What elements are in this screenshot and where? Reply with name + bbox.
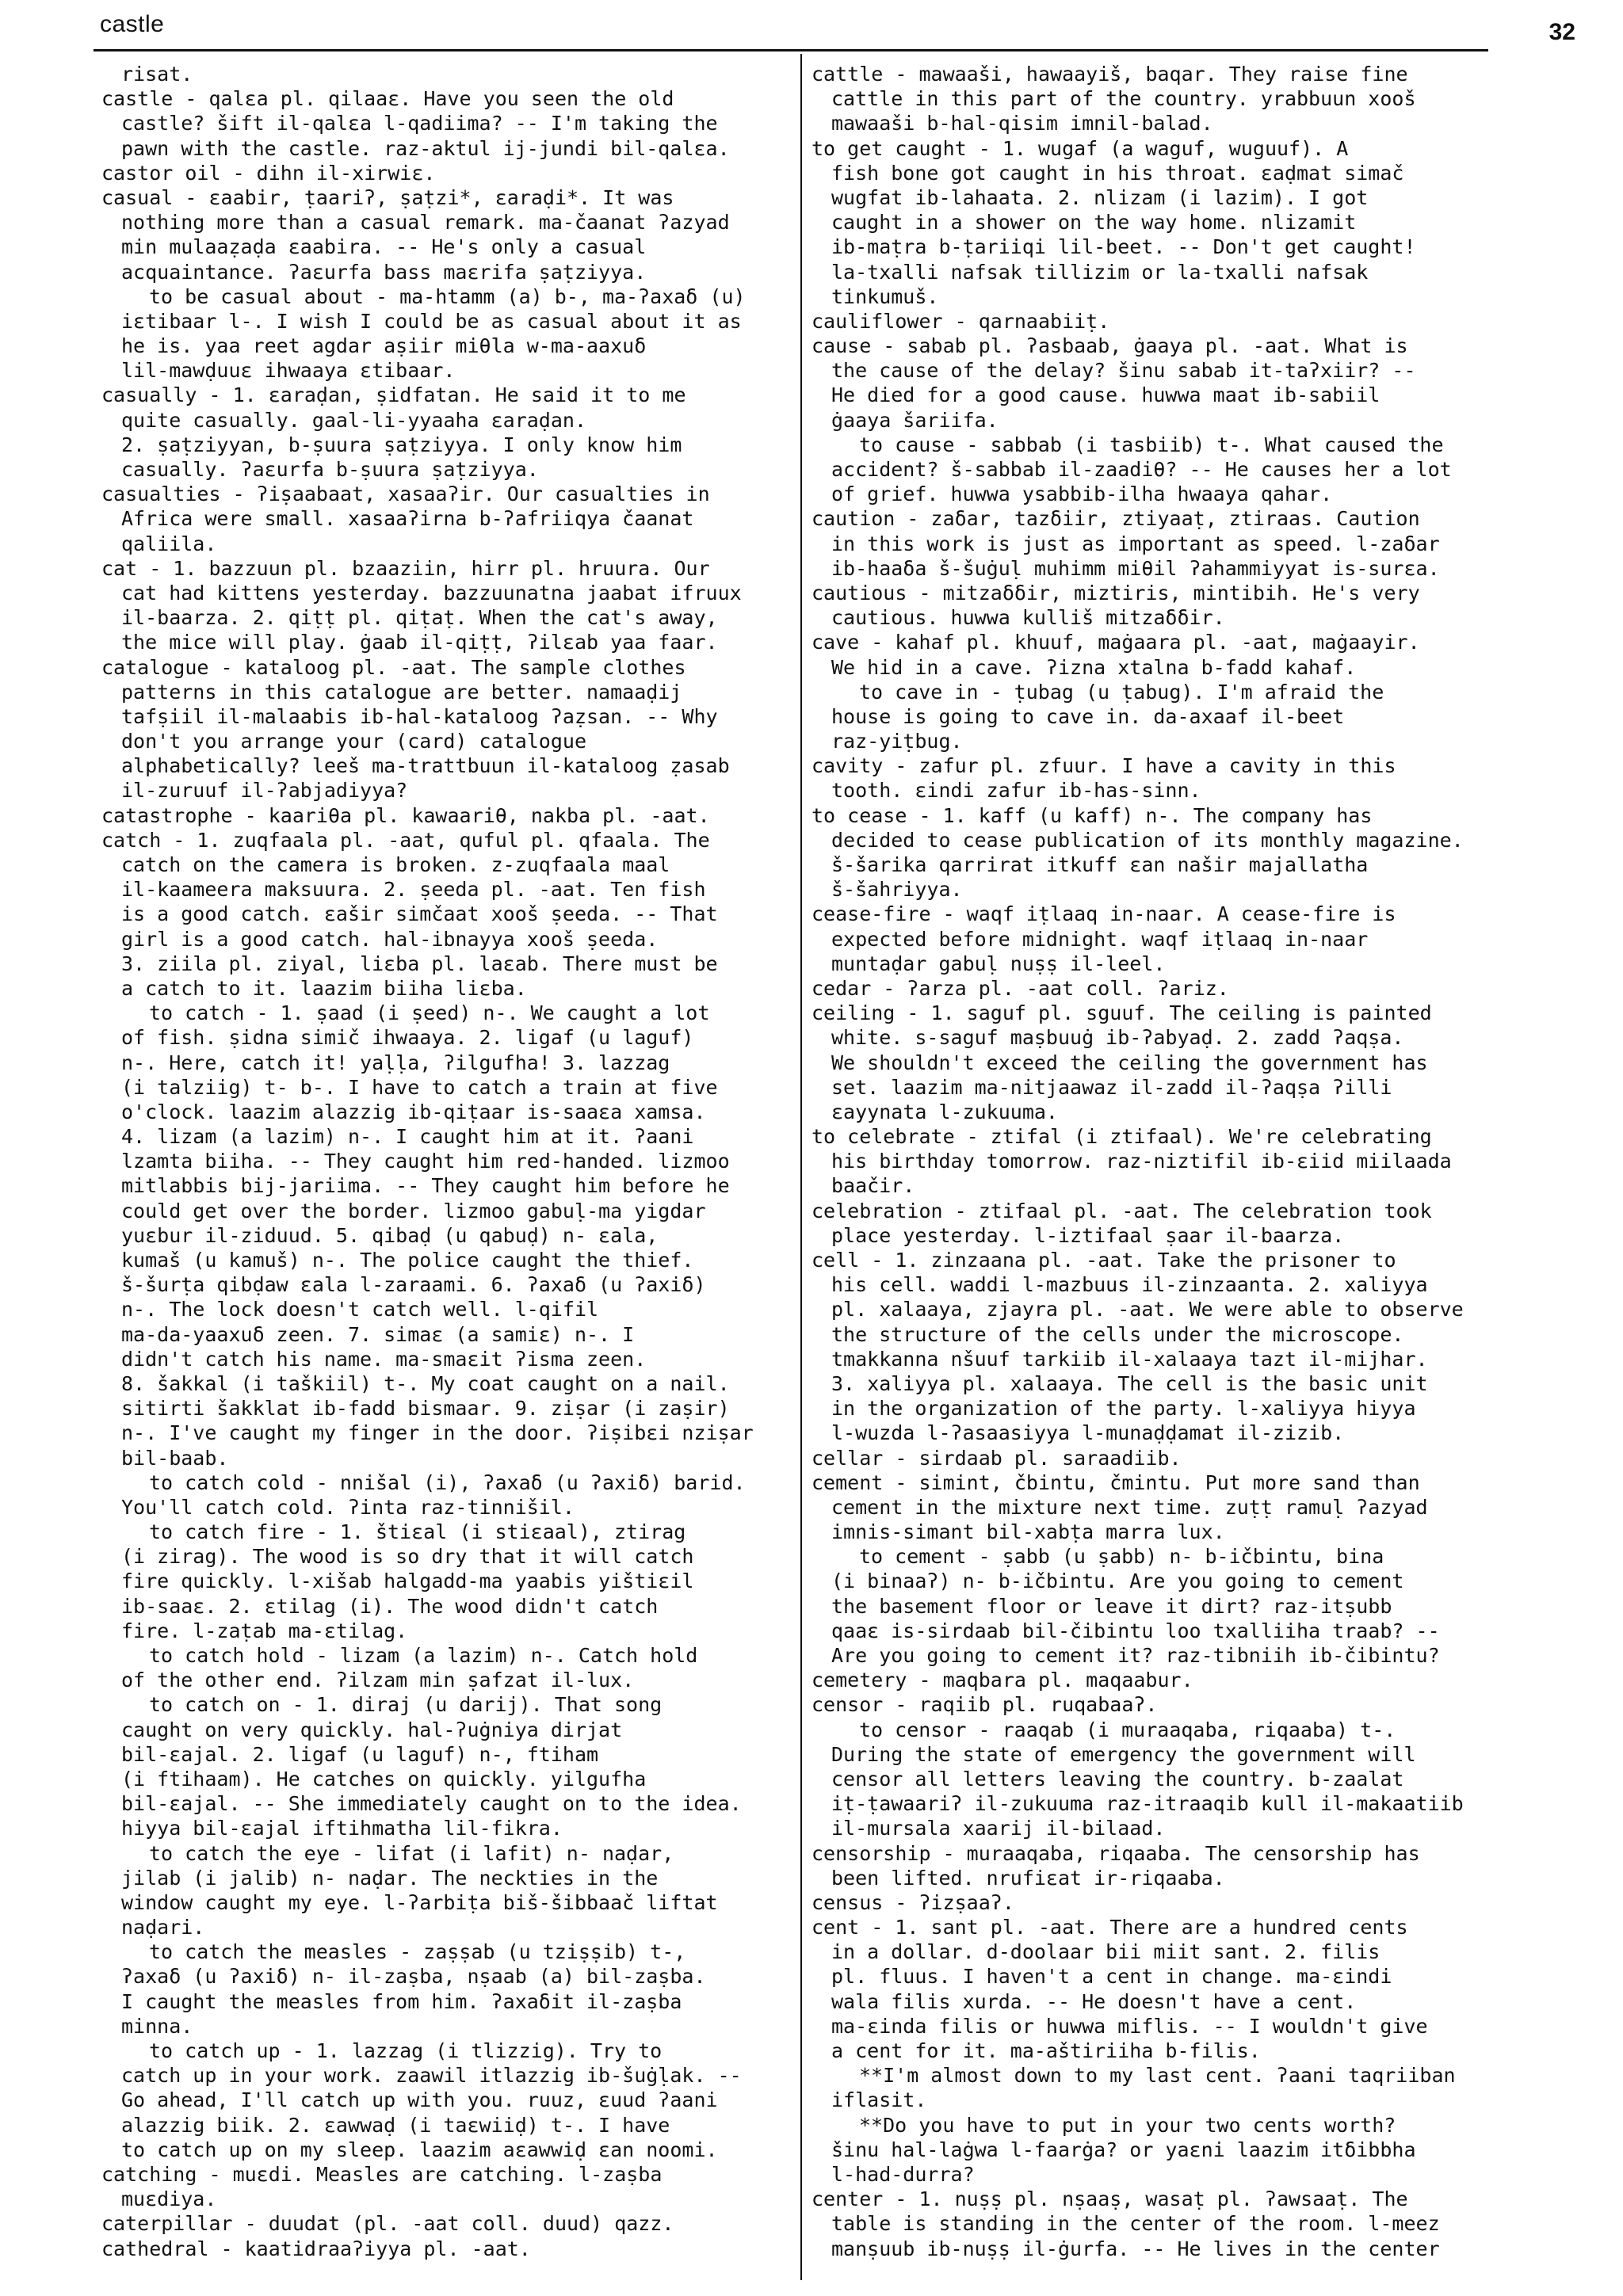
entry-line: **Do you have to put in your two cents worth? [859,2113,1396,2137]
entry-line: jilab (i jalib) n- naḍar. The neckties in the [121,1866,659,1890]
entry-line: alphabetically? leeš ma-trattbuun il-kataloog ẓasab [121,754,730,778]
entry-line: qaaε is-sirdaab bil-čibintu loo txalliiha traab? -- [831,1619,1440,1642]
entry-line: (i zirag). The wood is so dry that it will catch [121,1545,694,1569]
entry-line: fire quickly. l-xišab halgadd-ma yaabis yištiεil [121,1569,694,1593]
entry-line: catalogue - kataloog pl. -aat. The sample clothes [101,655,686,679]
entry-line: fish bone got caught in his throat. εaḍmat simač [831,161,1404,185]
entry-line: εayynata l-zukuuma. [831,1100,1058,1123]
entry-line: pawn with the castle. raz-aktul ij-jundi bil-qalεa. [121,136,730,160]
entry-line: ġaaya šariifa. [831,408,999,432]
entry-line: pl. xalaaya, zjayra pl. -aat. We were able to observe [831,1298,1464,1322]
entry-line: caught in a shower on the way home. nlizamit [831,211,1357,235]
entry-line: censor - raqiib pl. ruqabaaʔ. [812,1693,1158,1717]
entry-line: catch up in your work. zaawil itlazzig ib-šuġḷak. -- [121,2064,742,2088]
entry-line: white. s-saguf maṣbuuġ ib-ʔabyaḍ. 2. zadd ʔaqṣa. [831,1026,1404,1050]
entry-line: to catch the eye - lifat (i lafit) n- naḍar, [149,1841,674,1865]
entry-line: place yesterday. l-iztifaal ṣaar il-baarza. [831,1223,1345,1247]
entry-line: censor all letters leaving the country. b-zaalat [831,1767,1404,1791]
entry-line: lzamta biiha. -- They caught him red-handed. lizmoo [121,1150,730,1173]
entry-line: il-zuruuf il-ʔabjadiyya? [121,779,408,803]
right-column [812,62,1477,2261]
entry-line: hiyya bil-εajal iftihmatha lil-fikra. [121,1817,563,1840]
entry-line: of fish. ṣidna simič ihwaaya. 2. ligaf (u laguf) [121,1026,694,1050]
entry-line: to cave in - ṭubag (u ṭabug). I'm afraid the [859,680,1384,704]
entry-line: n-. Here, catch it! yaḷḷa, ʔilgufha! 3. lazzag [121,1051,670,1074]
entry-line: cathedral - kaatidraaʔiyya pl. -aat. [101,2237,531,2260]
entry-line: pl. fluus. I haven't a cent in change. ma-εindi [831,1965,1392,1989]
entry-line: **I'm almost down to my last cent. ʔaani taqriiban [859,2064,1456,2088]
entry-line: to catch up on my sleep. laazim aεawwiḍ εan noomi. [121,2138,718,2161]
entry-line: risat. [121,63,193,86]
entry-line: He died for a good cause. huwwa maat ib-sabiil [831,383,1381,407]
entry-line: cavity - zafur pl. zfuur. I have a cavity in this [812,754,1396,778]
entry-line: lil-mawḍuuε ihwaaya εtibaar. [121,359,456,383]
header-rule [94,49,1488,51]
entry-line: ib-saaε. 2. εtilag (i). The wood didn't catch [121,1594,659,1618]
entry-line: tmakkanna nšuuf tarkiib il-xalaaya tazt il-mijhar. [831,1347,1428,1371]
entry-line: bil-εajal. -- She immediately caught on to the idea. [121,1792,742,1816]
entry-line: ʔaxaδ (u ʔaxiδ) n- il-zaṣba, nṣaab (a) bil-zaṣba. [121,1965,706,1989]
entry-line: mawaaši b-hal-qisim imnil-balad. [831,112,1213,135]
entry-line: to catch - 1. ṣaad (i ṣeed) n-. We caught a lot [149,1001,710,1025]
entry-line: n-. The lock doesn't catch well. l-qifil [121,1298,599,1322]
entry-line: is a good catch. εašir simčaat xooš ṣeeda. -- That [121,902,718,926]
entry-line: cautious - mitzaδδir, miztiris, mintibih. He's very [812,581,1420,605]
entry-line: l-wuzda l-ʔasaasiyya l-munaḍḍamat il-zizib. [831,1421,1345,1445]
entry-line: qaliila. [121,532,217,555]
entry-line: cat - 1. bazzuun pl. bzaaziin, hirr pl. hruura. Our [101,556,710,580]
entry-line: il-baarza. 2. qiṭṭ pl. qiṭaṭ. When the cat's away, [121,606,718,630]
entry-line: acquaintance. ʔaεurfa bass maεrifa ṣaṭziyya. [121,260,647,284]
entry-line: been lifted. nrufiεat ir-riqaaba. [831,1866,1225,1890]
entry-line: to catch fire - 1. štiεal (i stiεaal), ztirag [149,1520,686,1544]
entry-line: wugfat ib-lahaata. 2. nlizam (i lazim). I got [831,185,1369,209]
entry-line: castle? šift il-qalεa l-qadiima? -- I'm taking the [121,112,718,135]
entry-line: didn't catch his name. ma-smaεit ʔisma zeen. [121,1347,647,1371]
entry-line: casually. ʔaεurfa b-ṣuura ṣaṭziyya. [121,458,539,481]
entry-line: casualties - ʔiṣaabaat, xasaaʔir. Our casualties in [101,482,710,506]
entry-line: cedar - ʔarza pl. -aat coll. ʔariz. [812,976,1229,1000]
entry-line: don't you arrange your (card) catalogue [121,730,586,753]
entry-line: wala filis xurda. -- He doesn't have a cent. [831,1989,1357,2013]
entry-line: to cement - ṣabb (u ṣabb) n- b-ičbintu, bina [859,1545,1384,1569]
entry-line: tafṣiil il-malaabis ib-hal-kataloog ʔaẓsan. -- Why [121,704,718,728]
entry-line: quite casually. gaal-li-yyaaha εaraḍan. [121,408,586,432]
entry-line: 3. ziila pl. ziyal, liεba pl. laεab. There must be [121,952,718,975]
entry-line: We shouldn't exceed the ceiling the government has [831,1051,1428,1074]
entry-line: iṭ-ṭawaariʔ il-zukuuma raz-itraaqib kull il-makaatiib [831,1792,1464,1816]
entry-line: 3. xaliyya pl. xalaaya. The cell is the basic unit [831,1371,1428,1395]
entry-line: the basement floor or leave it dirt? raz-itṣubb [831,1594,1392,1618]
page-number: 32 [1549,19,1575,45]
entry-line: his birthday tomorrow. raz-niztifil ib-εiid miilaada [831,1150,1452,1173]
entry-line: raz-yiṭbug. [831,730,963,753]
entry-line: window caught my eye. l-ʔarbiṭa biš-šibbaač liftat [121,1890,718,1914]
column-divider [800,54,802,2280]
entry-line: muεdiya. [121,2187,217,2211]
entry-line: census - ʔizṣaaʔ. [812,1890,1014,1914]
entry-line: his cell. waddi l-mazbuus il-zinzaanta. 2. xaliyya [831,1273,1428,1297]
entry-line: accident? š-sabbab il-zaadiθ? -- He causes her a lot [831,458,1452,481]
entry-line: cattle in this part of the country. yrabbuun xooš [831,87,1416,111]
entry-line: set. laazim ma-nitjaawaz il-zadd il-ʔaqṣa ʔilli [831,1075,1392,1099]
entry-line: Africa were small. xasaaʔirna b-ʔafriiqya čaanat [121,507,694,531]
entry-line: During the state of emergency the government will [831,1742,1416,1766]
entry-line: expected before midnight. waqf iṭlaaq in-naar [831,927,1369,951]
entry-line: censorship - muraaqaba, riqaaba. The censorship has [812,1841,1420,1865]
entry-line: catching - muεdi. Measles are catching. l-zaṣba [101,2162,663,2186]
entry-line: to catch hold - lizam (a lazim) n-. Catch hold [149,1644,698,1667]
entry-line: catastrophe - kaariθa pl. kawaariθ, nakba pl. -aat. [101,803,710,827]
entry-line: imnis-simant bil-xabṭa marra lux. [831,1520,1225,1544]
entry-line: house is going to cave in. da-axaaf il-beet [831,704,1345,728]
entry-line: I caught the measles from him. ʔaxaδit il-zaṣba [121,1989,682,2013]
entry-line: cell - 1. zinzaana pl. -aat. Take the prisoner to [812,1249,1396,1272]
entry-line: in a dollar. d-doolaar bii miit sant. 2. filis [831,1940,1381,1964]
entry-line: of the other end. ʔilzam min ṣafzat il-lux. [121,1669,635,1692]
entry-line: 8. šakkal (i taškiil) t-. My coat caught on a nail. [121,1371,730,1395]
entry-line: (i binaaʔ) n- b-ičbintu. Are you going to cement [831,1569,1404,1593]
entry-line: in the organization of the party. l-xaliyya hiyya [831,1397,1416,1421]
entry-line: could get over the border. lizmoo gabuḷ-ma yigdar [121,1199,706,1222]
entry-line: the cause of the delay? šinu sabab it-taʔxiir? -- [831,359,1416,383]
entry-line: l-had-durra? [831,2162,975,2186]
entry-line: 4. lizam (a lazim) n-. I caught him at it. ʔaani [121,1125,694,1149]
entry-line: baačir. [831,1174,915,1198]
entry-line: castle - qalεa pl. qilaaε. Have you seen the old [101,87,674,111]
entry-line: to celebrate - ztifal (i ztifaal). We're celebrating [812,1125,1432,1149]
entry-line: minna. [121,2014,193,2038]
entry-line: mitlabbis bij-jariima. -- They caught him before he [121,1174,730,1198]
entry-line: a catch to it. laazim biiha liεba. [121,976,527,1000]
entry-line: 2. ṣaṭziyyan, b-ṣuura ṣaṭziyya. I only know him [121,433,682,456]
entry-line: of grief. huwwa ysabbib-ilha hwaaya qahar. [831,482,1333,506]
entry-line: fire. l-zaṭab ma-εtilag. [121,1619,408,1642]
entry-line: ma-da-yaaxuδ zeen. 7. simaε (a samiε) n-. I [121,1322,635,1346]
entry-line: šinu hal-laġwa l-faarġa? or yaεni laazim itδibbha [831,2138,1416,2161]
entry-line: to cease - 1. kaff (u kaff) n-. The company has [812,803,1373,827]
entry-line: kumaš (u kamuš) n-. The police caught the thief. [121,1249,694,1272]
entry-line: ib-maṭra b-ṭariiqi lil-beet. -- Don't get caught! [831,235,1416,259]
entry-line: cat had kittens yesterday. bazzuunatna jaabat ifruux [121,581,742,605]
entry-line: decided to cease publication of its monthly magazine. [831,828,1464,852]
entry-line: to catch cold - nnišal (i), ʔaxaδ (u ʔaxiδ) barid. [149,1470,746,1494]
entry-line: to censor - raaqab (i muraaqaba, riqaaba) t-. [859,1718,1396,1741]
entry-line: nothing more than a casual remark. ma-čaanat ʔazyad [121,211,730,235]
entry-line: cease-fire - waqf iṭlaaq in-naar. A cease-fire is [812,902,1396,926]
entry-line: la-txalli nafsak tillizim or la-txalli nafsak [831,260,1369,284]
entry-line: to be casual about - ma-htamm (a) b-, ma-ʔaxaδ (u) [149,284,746,308]
entry-line: sitirti šakklat ib-fadd bismaar. 9. ziṣar (i zaṣir) [121,1397,730,1421]
entry-line: tooth. εindi zafur ib-has-sinn. [831,779,1201,803]
entry-line: š-šurṭa qibḍaw εala l-zaraami. 6. ʔaxaδ (u ʔaxiδ) [121,1273,706,1297]
entry-line: alazzig biik. 2. εawwaḍ (i taεwiiḍ) t-. I have [121,2113,670,2137]
entry-line: a cent for it. ma-aštiriiha b-filis. [831,2039,1261,2062]
entry-line: naḍari. [121,1916,205,1939]
entry-line: caterpillar - duudat (pl. -aat coll. duud) qazz. [101,2212,674,2236]
entry-line: cattle - mawaaši, hawaayiš, baqar. They raise fine [812,63,1408,86]
entry-line: cement in the mixture next time. zuṭṭ ramuḷ ʔazyad [831,1495,1428,1519]
entry-line: in this work is just as important as speed. l-zaδar [831,532,1440,555]
entry-line: cent - 1. sant pl. -aat. There are a hundred cents [812,1916,1408,1939]
entry-line: bil-εajal. 2. ligaf (u laguf) n-, ftiham [121,1742,599,1766]
entry-line: (i talziig) t- b-. I have to catch a train at five [121,1075,718,1099]
left-column [101,62,791,2261]
entry-line: tinkumuš. [831,284,939,308]
entry-line: bil-baab. [121,1446,229,1470]
entry-line: celebration - ztifaal pl. -aat. The celebration took [812,1199,1432,1222]
entry-line: casually - 1. εaraḍan, ṣidfatan. He said it to me [101,383,686,407]
entry-line: cemetery - maqbara pl. maqaabur. [812,1669,1193,1692]
entry-line: catch on the camera is broken. z-zuqfaala maal [121,853,670,876]
entry-line: We hid in a cave. ʔizna xtalna b-fadd kahaf. [831,655,1357,679]
entry-line: il-mursala xaarij il-bilaad. [831,1817,1166,1840]
entry-line: min mulaaẓaḍa εaabira. -- He's only a casual [121,235,647,259]
entry-line: o'clock. laazim alazzig ib-qiṭaar is-saaεa xamsa. [121,1100,706,1123]
entry-line: iεtibaar l-. I wish I could be as casual about it as [121,309,742,333]
entry-line: to get caught - 1. wugaf (a waguf, wuguuf). A [812,136,1349,160]
entry-line: to catch up - 1. lazzag (i tlizzig). Try to [149,2039,663,2062]
entry-line: he is. yaa reet agdar aṣiir miθla w-ma-aaxuδ [121,334,647,358]
entry-line: ma-εinda filis or huwwa miflis. -- I wouldn't give [831,2014,1428,2038]
entry-line: muntaḍar gabuḷ nuṣṣ il-leel. [831,952,1166,975]
entry-line: ceiling - 1. saguf pl. sguuf. The ceiling is painted [812,1001,1432,1025]
entry-line: il-kaameera maksuura. 2. ṣeeda pl. -aat. Ten fish [121,878,706,902]
entry-line: the structure of the cells under the microscope. [831,1322,1404,1346]
entry-line: š-šarika qarrirat itkuff εan našir majallatha [831,853,1369,876]
entry-line: cellar - sirdaab pl. saraadiib. [812,1446,1182,1470]
entry-line: table is standing in the center of the room. l-meez [831,2212,1440,2236]
entry-line: to catch the measles - zaṣṣab (u tziṣṣib) t-, [149,1940,686,1964]
entry-line: cautious. huwwa kulliš mitzaδδir. [831,606,1225,630]
entry-line: castor oil - dihn il-xirwiε. [101,161,436,185]
entry-line: girl is a good catch. hal-ibnayya xooš ṣeeda. [121,927,659,951]
entry-line: cement - simint, čbintu, čmintu. Put more sand than [812,1470,1420,1494]
entry-line: caught on very quickly. hal-ʔuġniya dirjat [121,1718,623,1741]
entry-line: manṣuub ib-nuṣṣ il-ġurfa. -- He lives in the center [831,2237,1440,2260]
entry-line: casual - εaabir, ṭaariʔ, ṣaṭzi*, εaraḍi*. It was [101,185,674,209]
entry-line: patterns in this catalogue are better. namaaḍij [121,680,682,704]
entry-line: catch - 1. zuqfaala pl. -aat, quful pl. qfaala. The [101,828,710,852]
entry-line: Are you going to cement it? raz-tibniih ib-čibintu? [831,1644,1440,1667]
entry-line: cauliflower - qarnaabiiṭ. [812,309,1110,333]
entry-line: cause - sabab pl. ʔasbaab, ġaaya pl. -aat. What is [812,334,1408,358]
entry-line: (i ftihaam). He catches on quickly. yilgufha [121,1767,647,1791]
entry-line: center - 1. nuṣṣ pl. nṣaaṣ, wasaṭ pl. ʔawsaaṭ. The [812,2187,1408,2211]
entry-line: yuεbur il-ziduud. 5. qibaḍ (u qabuḍ) n- εala, [121,1223,659,1247]
entry-line: iflasit. [831,2088,927,2112]
running-head: castle [100,11,165,37]
entry-line: ib-haaδa š-šuġuḷ muhimm miθil ʔahammiyyat is-surεa. [831,556,1440,580]
entry-line: caution - zaδar, tazδiir, ztiyaaṭ, ztiraas. Caution [812,507,1420,531]
entry-line: the mice will play. ġaab il-qiṭṭ, ʔilεab yaa faar. [121,631,718,654]
entry-line: cave - kahaf pl. khuuf, maġaara pl. -aat, maġaayir. [812,631,1420,654]
entry-line: n-. I've caught my finger in the door. ʔiṣibεi nziṣar [121,1421,754,1445]
entry-line: Go ahead, I'll catch up with you. ruuz, εuud ʔaani [121,2088,718,2112]
entry-line: to cause - sabbab (i tasbiib) t-. What caused the [859,433,1444,456]
entry-line: to catch on - 1. diraj (u darij). That song [149,1693,663,1717]
entry-line: You'll catch cold. ʔinta raz-tinnišil. [121,1495,575,1519]
entry-line: š-šahriyya. [831,878,963,902]
